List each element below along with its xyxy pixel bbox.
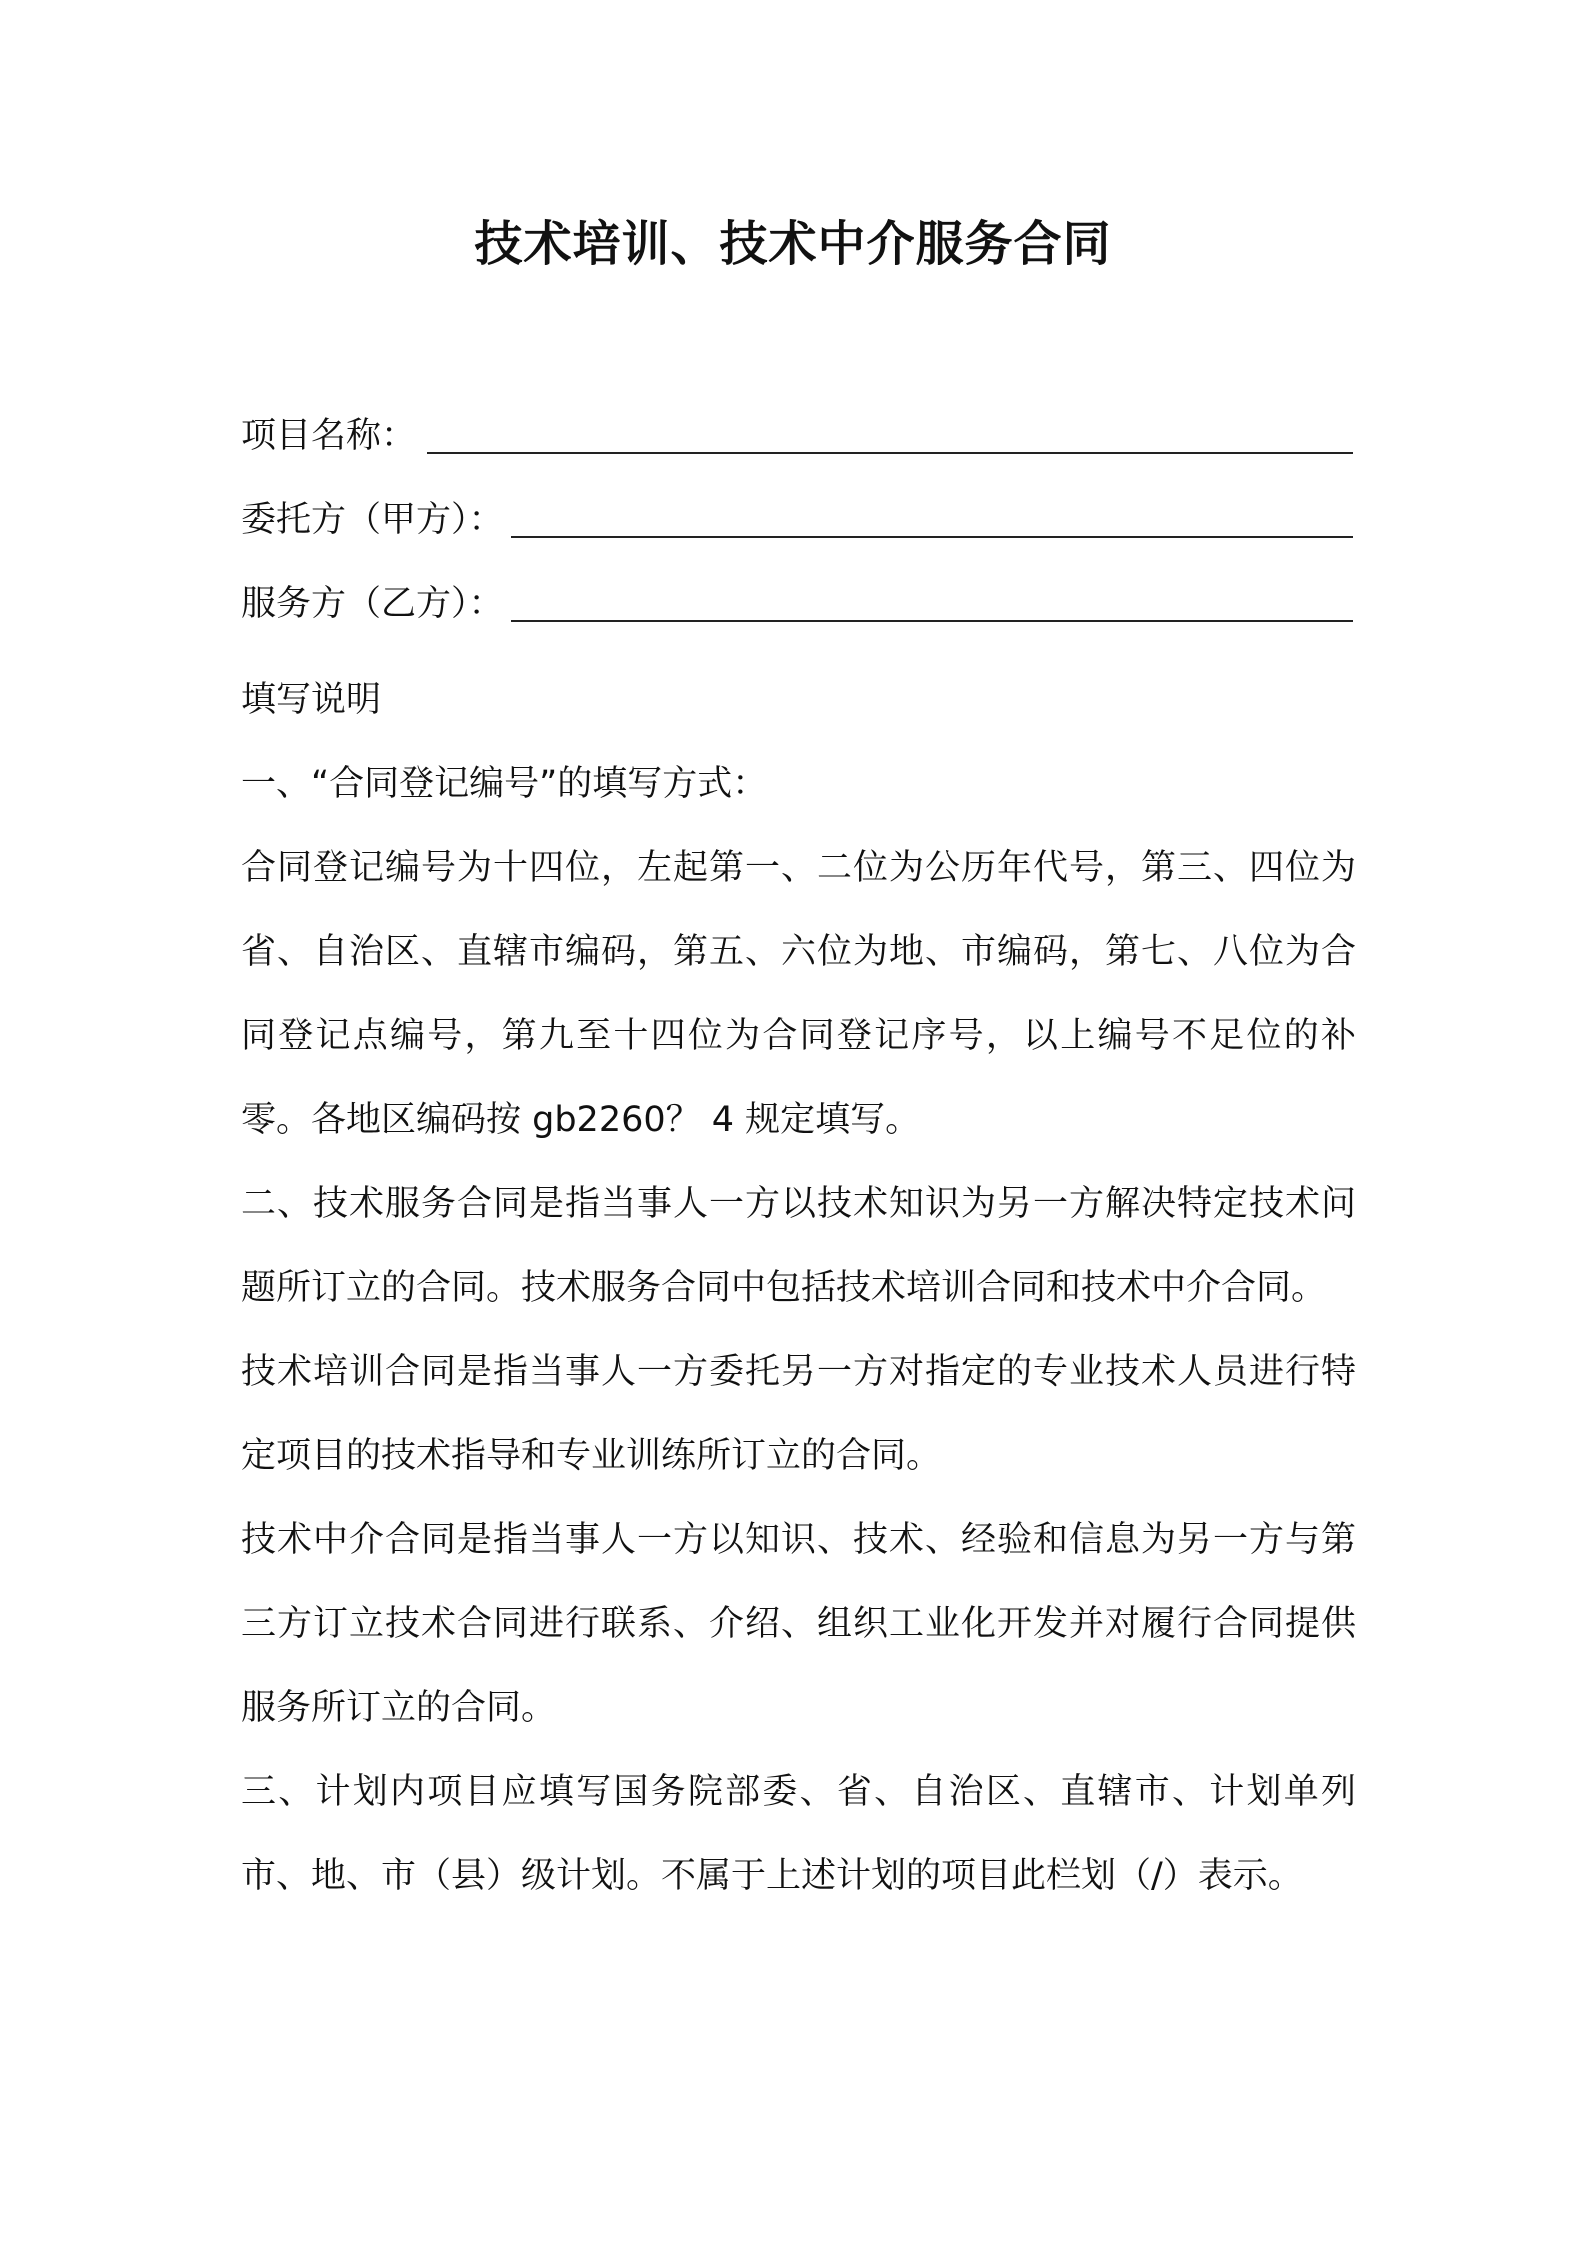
service-party-field [241, 576, 1353, 632]
client-party-field [241, 492, 1353, 548]
document-title: 技术培训、技术中介服务合同 [474, 216, 1112, 272]
paragraph: 技术中介合同是指当事人一方以知识、技术、经验和信息为另一方与第三方订立技术合同进行联系、介绍、组织工业化开发并对履行合同提供服务所订立的合同。 [241, 1520, 1356, 1728]
paragraph: 合同登记编号为十四位，左起第一、二位为公历年代号，第三、四位为省、自治区、直辖市编码，第五、六位为地、市编码，第七、八位为合同登记点编号，第九至十四位为合同登记序号，以上编号不足位的补零。各地区编码按 gb2260？ 4 规定填写。 [241, 848, 1356, 1140]
service-party-blank[interactable] [511, 576, 1353, 632]
instructions-heading: 填写说明 [241, 680, 382, 720]
paragraph: 三、计划内项目应填写国务院部委、省、自治区、直辖市、计划单列市、地、市（县）级计划。不属于上述计划的项目此栏划（/）表示。 [241, 1772, 1356, 1896]
instructions-body [241, 658, 1356, 1918]
paragraph: 二、技术服务合同是指当事人一方以技术知识为另一方解决特定技术问题所订立的合同。技术服务合同中包括技术培训合同和技术中介合同。 [241, 1184, 1356, 1308]
client-party-label: 委托方（甲方）： [241, 500, 504, 540]
paragraph: 一、“合同登记编号”的填写方式： [241, 764, 768, 804]
project-name-field [241, 408, 1353, 464]
service-party-label: 服务方（乙方）： [241, 584, 504, 624]
paragraph: 技术培训合同是指当事人一方委托另一方对指定的专业技术人员进行特定项目的技术指导和专业训练所订立的合同。 [241, 1352, 1356, 1476]
project-name-label: 项目名称： [241, 416, 417, 456]
client-party-blank[interactable] [511, 492, 1353, 548]
project-name-blank[interactable] [427, 408, 1353, 464]
